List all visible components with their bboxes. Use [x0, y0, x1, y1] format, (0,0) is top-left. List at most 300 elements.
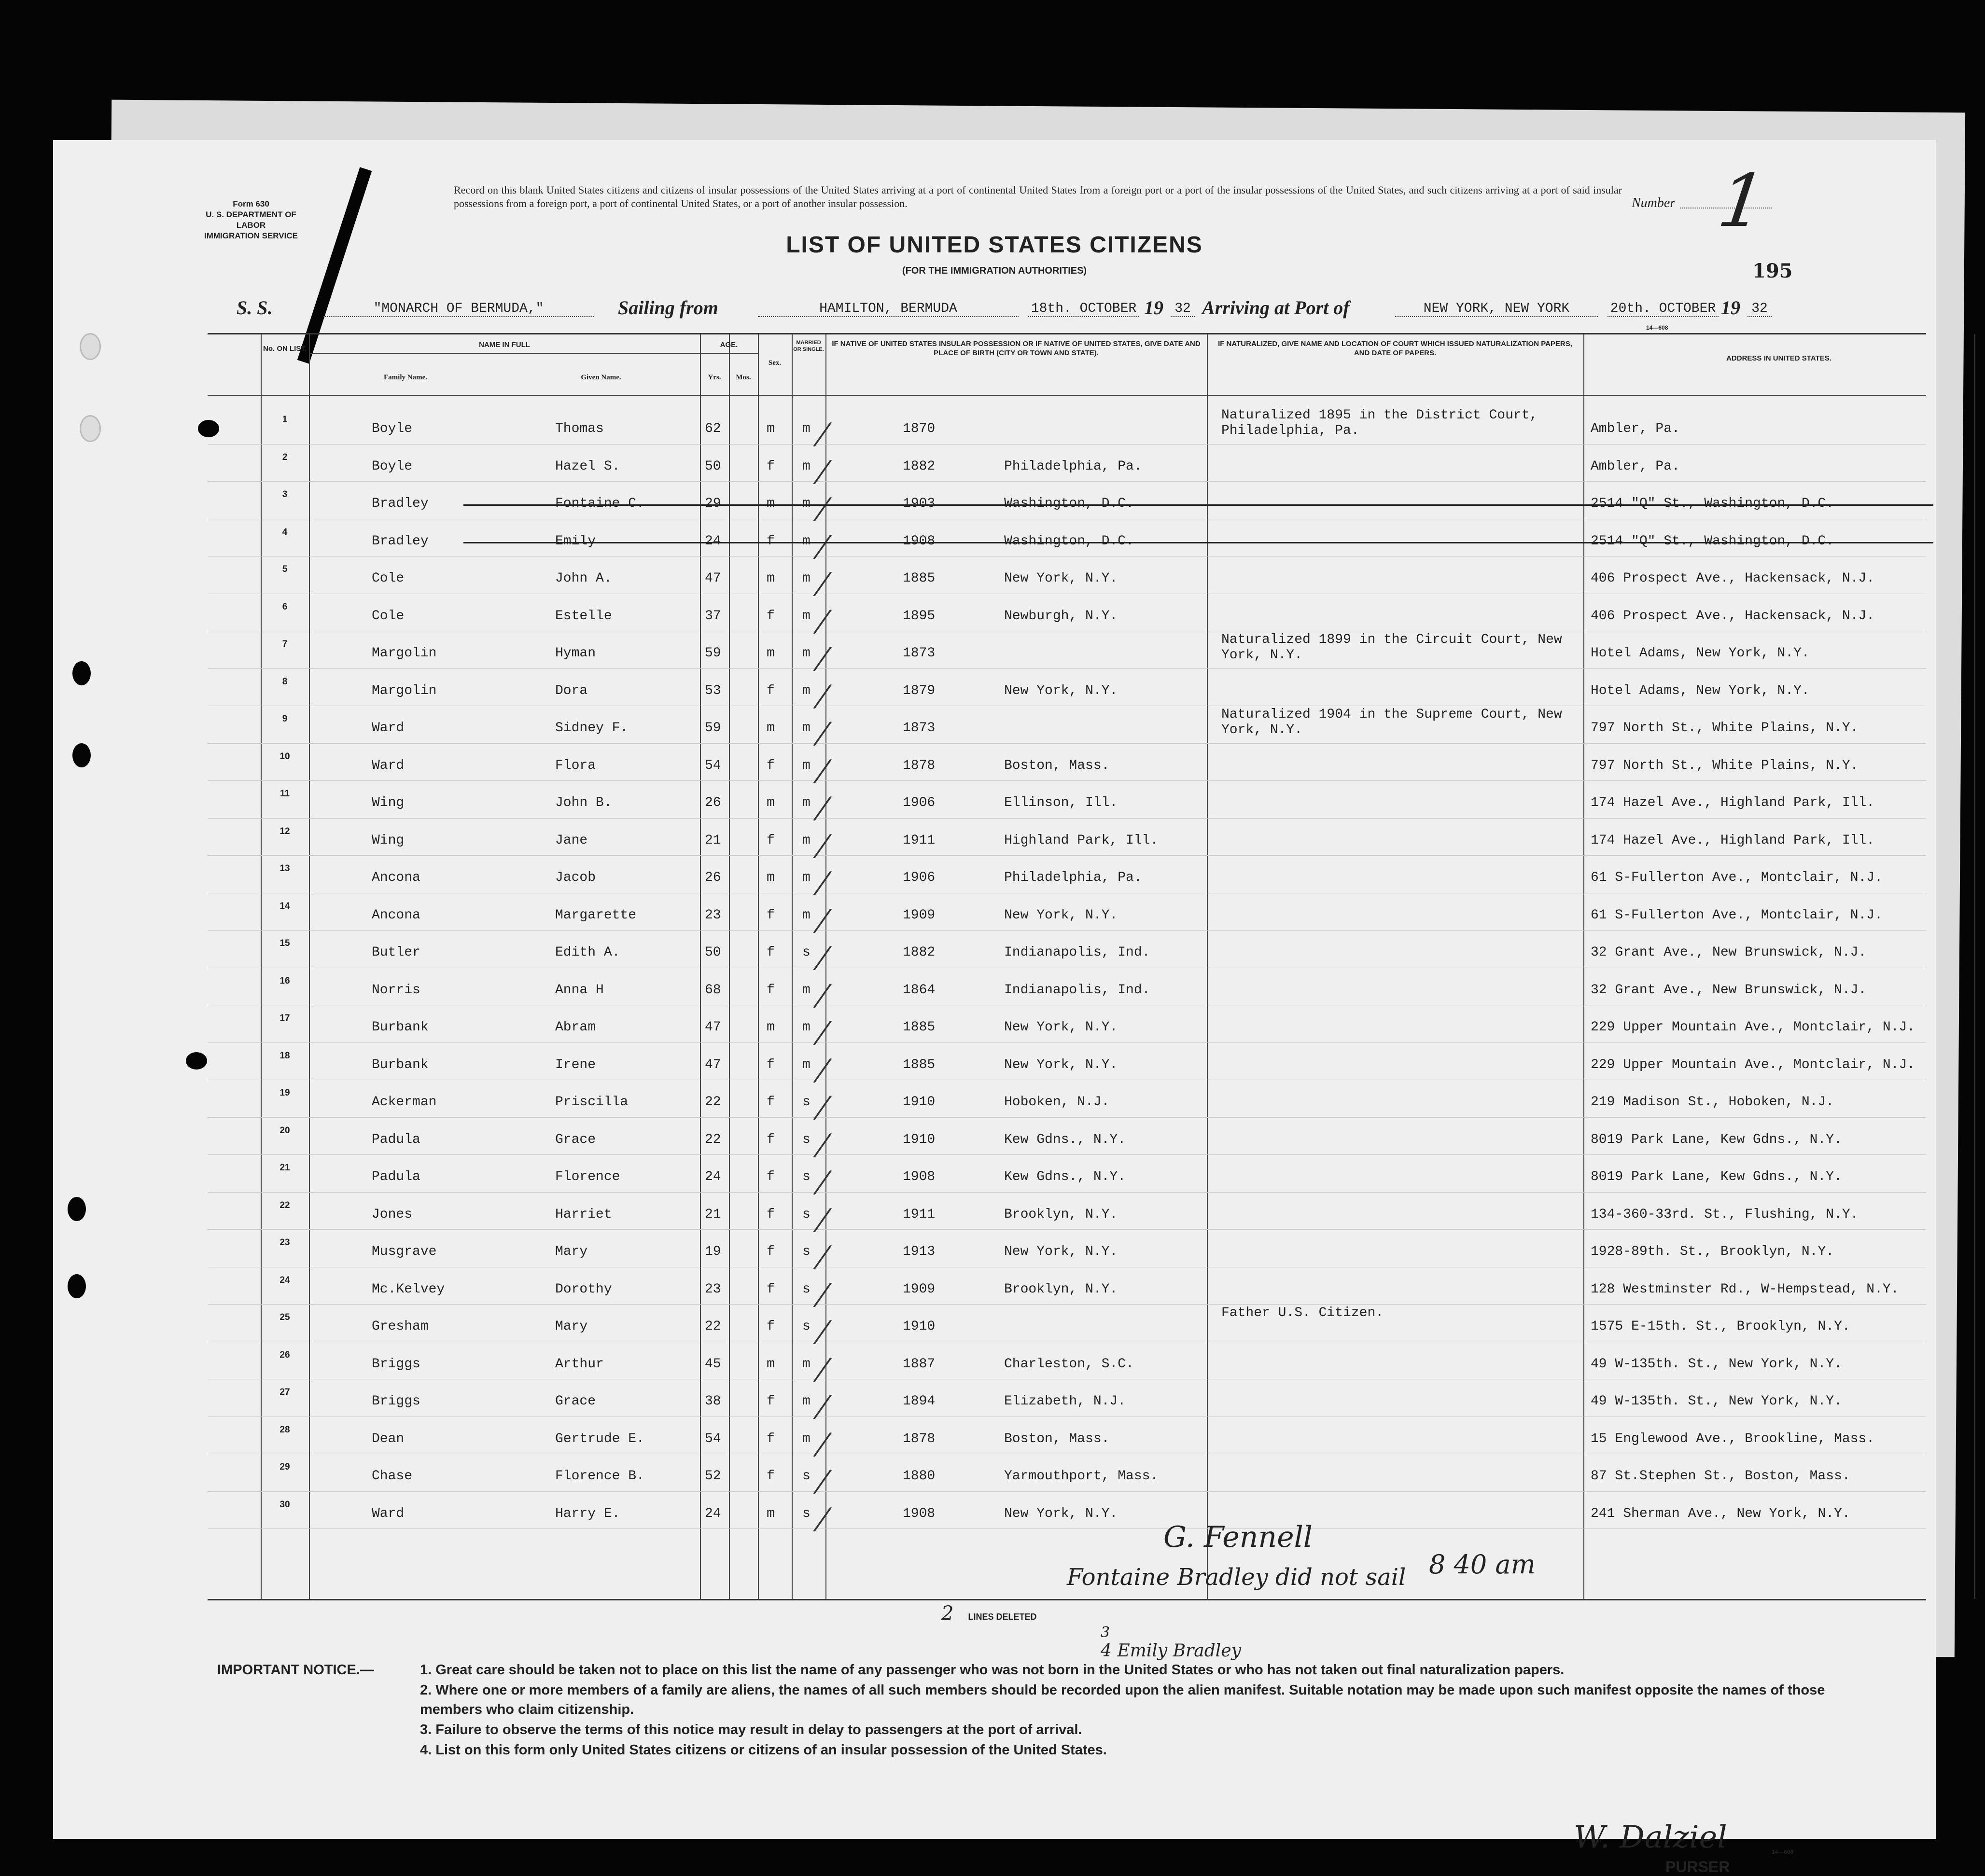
- cell-given: Irene: [555, 1057, 596, 1072]
- cell-sex: f: [767, 1319, 775, 1334]
- table-row: [208, 1379, 1926, 1421]
- row-number: 4: [282, 527, 288, 537]
- cell-birth-place: Highland Park, Ill.: [1004, 833, 1159, 848]
- check-mark: ╱: [814, 607, 831, 636]
- row-number: 7: [282, 639, 288, 649]
- cell-birth-year: 1895: [903, 608, 936, 624]
- cell-family: Burbank: [372, 1020, 429, 1035]
- sailing-label: Sailing from: [618, 297, 718, 319]
- cell-naturalized: Naturalized 1895 in the District Court, Philadelphia, Pa.: [1221, 408, 1538, 438]
- cell-family: Wing: [372, 795, 405, 810]
- check-mark: ╱: [814, 1243, 831, 1271]
- cell-address: 49 W-135th. St., New York, N.Y.: [1591, 1356, 1842, 1372]
- inspector-signature: G. Fennell: [1163, 1520, 1313, 1554]
- cell-address: 797 North St., White Plains, N.Y.: [1591, 758, 1859, 773]
- row-number: 3: [282, 489, 288, 500]
- cell-address: 219 Madison St., Hoboken, N.J.: [1591, 1095, 1834, 1110]
- table-row: [208, 706, 1926, 748]
- cell-birth-place: Hoboken, N.J.: [1004, 1095, 1110, 1110]
- row-number: 22: [280, 1200, 290, 1210]
- punch-hole: [72, 743, 91, 767]
- cell-marital: s: [802, 1207, 811, 1222]
- row-number: 10: [280, 751, 290, 762]
- cell-birth-place: Washington, D.C.: [1004, 496, 1134, 511]
- cell-birth-place: Washington, D.C.: [1004, 533, 1134, 549]
- cell-family: Jones: [372, 1207, 413, 1222]
- cell-birth-year: 1909: [903, 907, 936, 923]
- passenger-rows: [208, 407, 1926, 1533]
- check-mark: ╱: [814, 1056, 831, 1084]
- cell-marital: m: [802, 758, 811, 773]
- cell-age: 24: [705, 1169, 721, 1184]
- row-number: 18: [280, 1050, 290, 1061]
- cell-marital: m: [802, 721, 811, 736]
- cell-sex: f: [767, 1281, 775, 1297]
- cell-birth-year: 1910: [903, 1319, 936, 1334]
- record-instructions: Record on this blank United States citizens and citizens of insular possessions of the United States arriving at a port of continental United States from a foreign port or a port of the insular possessions of the United States, and such citizens arriving at a port of said insular possessions from a foreign port, a port of continental United States, or a port of another insular possession.: [454, 184, 1622, 209]
- cell-sex: f: [767, 1132, 775, 1147]
- row-number: 28: [280, 1424, 290, 1435]
- cell-sex: m: [767, 870, 775, 885]
- table-row: [208, 819, 1926, 860]
- cell-sex: m: [767, 1356, 775, 1372]
- cell-age: 47: [705, 1020, 721, 1035]
- cell-given: Hyman: [555, 646, 596, 661]
- cell-family: Margolin: [372, 683, 437, 698]
- row-number: 19: [280, 1088, 290, 1098]
- cell-family: Butler: [372, 945, 420, 960]
- cell-marital: m: [802, 533, 811, 549]
- cell-address: 229 Upper Mountain Ave., Montclair, N.J.: [1591, 1057, 1915, 1072]
- cell-age: 53: [705, 683, 721, 698]
- cell-naturalized: Naturalized 1899 in the Circuit Court, New York, N.Y.: [1221, 632, 1562, 663]
- cell-birth-place: Kew Gdns., N.Y.: [1004, 1132, 1126, 1147]
- cell-age: 52: [705, 1469, 721, 1484]
- arriving-label: Arriving at Port of: [1202, 297, 1350, 319]
- cell-birth-place: Philadelphia, Pa.: [1004, 870, 1142, 885]
- deleted-line-3: 3: [1101, 1624, 1110, 1641]
- col-married-single: MARRIED OR SINGLE.: [793, 340, 824, 352]
- notice-lead: IMPORTANT NOTICE.—: [217, 1662, 374, 1678]
- arrival-date: 20th. OCTOBER: [1608, 301, 1719, 317]
- row-number: 27: [280, 1387, 290, 1397]
- table-row: [208, 556, 1926, 598]
- table-row: [208, 1267, 1926, 1309]
- cell-birth-year: 1908: [903, 1506, 936, 1521]
- table-row: [208, 519, 1926, 561]
- notice-item-3: 3. Failure to observe the terms of this notice may result in delay to passengers at the port of arrival.: [420, 1722, 1082, 1737]
- row-number: 1: [282, 415, 288, 425]
- sailing-port: HAMILTON, BERMUDA: [758, 301, 1019, 317]
- cell-birth-year: 1879: [903, 683, 936, 698]
- check-mark: ╱: [814, 1468, 831, 1496]
- cell-age: 59: [705, 646, 721, 661]
- cell-given: Margarette: [555, 907, 637, 923]
- cell-sex: f: [767, 833, 775, 848]
- cell-address: 134-360-33rd. St., Flushing, N.Y.: [1591, 1207, 1859, 1222]
- cell-sex: f: [767, 1431, 775, 1446]
- cell-address: Hotel Adams, New York, N.Y.: [1591, 646, 1810, 661]
- cell-marital: s: [802, 1095, 811, 1110]
- cell-birth-year: 1873: [903, 646, 936, 661]
- table-row: [208, 1454, 1926, 1496]
- check-mark: ╱: [814, 1505, 831, 1533]
- check-mark: ╱: [814, 1019, 831, 1047]
- check-mark: ╱: [814, 1280, 831, 1309]
- check-mark: ╱: [814, 1168, 831, 1196]
- cell-given: Sidney F.: [555, 721, 629, 736]
- cell-sex: f: [767, 1057, 775, 1072]
- cell-marital: m: [802, 1356, 811, 1372]
- table-row: [208, 1492, 1926, 1533]
- arrival-year-prefix: 19: [1721, 297, 1740, 319]
- cell-birth-year: 1909: [903, 1281, 936, 1297]
- cell-address: Hotel Adams, New York, N.Y.: [1591, 683, 1810, 698]
- cell-address: 2514 "Q" St., Washington, D.C.: [1591, 533, 1834, 549]
- row-number: 12: [280, 826, 290, 836]
- service: IMMIGRATION SERVICE: [204, 231, 298, 240]
- cell-given: Estelle: [555, 608, 612, 624]
- cell-birth-year: 1911: [903, 1207, 936, 1222]
- cell-age: 50: [705, 945, 721, 960]
- cell-given: Abram: [555, 1020, 596, 1035]
- cell-family: Mc.Kelvey: [372, 1281, 445, 1297]
- cell-birth-year: 1880: [903, 1469, 936, 1484]
- cell-family: Bradley: [372, 496, 429, 511]
- cell-marital: m: [802, 608, 811, 624]
- cell-birth-year: 1903: [903, 496, 936, 511]
- deleted-line-4: 4 Emily Bradley: [1101, 1641, 1241, 1661]
- cell-given: Jacob: [555, 870, 596, 885]
- notice-item-1: 1. Great care should be taken not to place on this list the name of any passenger who was not born in the United States or who has not taken out final naturalization papers.: [420, 1662, 1565, 1678]
- cell-birth-place: Boston, Mass.: [1004, 758, 1110, 773]
- table-row: [208, 1155, 1926, 1196]
- lines-deleted: [941, 1602, 1036, 1625]
- row-number: 5: [282, 564, 288, 574]
- cell-address: 241 Sherman Ave., New York, N.Y.: [1591, 1506, 1850, 1521]
- cell-birth-year: 1906: [903, 795, 936, 810]
- cell-birth-year: 1906: [903, 870, 936, 885]
- cell-family: Boyle: [372, 421, 413, 436]
- form-code: 14—608: [1646, 324, 1668, 331]
- page-title: LIST OF UNITED STATES CITIZENS: [786, 232, 1203, 258]
- punch-hole: [186, 1052, 207, 1070]
- cell-given: Dora: [555, 683, 588, 698]
- cell-family: Dean: [372, 1431, 405, 1446]
- cell-age: 68: [705, 982, 721, 998]
- cell-birth-year: 1873: [903, 721, 936, 736]
- cell-address: 1928-89th. St., Brooklyn, N.Y.: [1591, 1244, 1834, 1259]
- ss-label: S. S.: [237, 297, 273, 319]
- cell-naturalized: Naturalized 1904 in the Supreme Court, New York, N.Y.: [1221, 707, 1562, 737]
- row-number: 13: [280, 863, 290, 874]
- check-mark: ╱: [814, 1393, 831, 1421]
- table-row: [208, 407, 1926, 448]
- cell-marital: s: [802, 1244, 811, 1259]
- cell-marital: s: [802, 1319, 811, 1334]
- cell-marital: m: [802, 1020, 811, 1035]
- cell-marital: s: [802, 1506, 811, 1521]
- check-mark: ╱: [814, 495, 831, 523]
- cell-birth-year: 1894: [903, 1394, 936, 1409]
- cell-age: 54: [705, 758, 721, 773]
- cell-given: Gertrude E.: [555, 1431, 644, 1446]
- row-number: 21: [280, 1163, 290, 1173]
- cell-family: Padula: [372, 1169, 420, 1184]
- table-row: [208, 1043, 1926, 1084]
- table-row: [208, 631, 1926, 673]
- notice-item-4: 4. List on this form only United States citizens or citizens of an insular possession of the United States.: [420, 1742, 1107, 1758]
- col-age: AGE.: [720, 341, 738, 349]
- cell-given: Grace: [555, 1394, 596, 1409]
- cell-marital: s: [802, 1169, 811, 1184]
- cell-age: 19: [705, 1244, 721, 1259]
- cell-marital: m: [802, 833, 811, 848]
- cell-family: Padula: [372, 1132, 420, 1147]
- cell-given: Mary: [555, 1244, 588, 1259]
- row-number: 11: [280, 789, 290, 799]
- cell-marital: m: [802, 795, 811, 810]
- cell-marital: m: [802, 683, 811, 698]
- purser-signature: W. Dalziel: [1574, 1820, 1727, 1855]
- check-mark: ╱: [814, 532, 831, 561]
- cell-address: 174 Hazel Ave., Highland Park, Ill.: [1591, 795, 1875, 810]
- cell-age: 21: [705, 1207, 721, 1222]
- cell-birth-year: 1910: [903, 1095, 936, 1110]
- cell-sex: m: [767, 721, 775, 736]
- cell-address: 174 Hazel Ave., Highland Park, Ill.: [1591, 833, 1875, 848]
- cell-birth-year: 1887: [903, 1356, 936, 1372]
- cell-sex: m: [767, 795, 775, 810]
- row-number: 14: [280, 901, 290, 911]
- cell-address: 229 Upper Mountain Ave., Montclair, N.J.: [1591, 1020, 1915, 1035]
- cell-family: Gresham: [372, 1319, 429, 1334]
- cell-given: Jane: [555, 833, 588, 848]
- cell-given: Edith A.: [555, 945, 620, 960]
- table-row: [208, 856, 1926, 897]
- cell-family: Burbank: [372, 1057, 429, 1072]
- col-no: No. ON LIST.: [263, 345, 307, 353]
- table-row: [208, 931, 1926, 972]
- cell-age: 23: [705, 1281, 721, 1297]
- cell-birth-place: New York, N.Y.: [1004, 1020, 1118, 1035]
- cell-birth-year: 1878: [903, 758, 936, 773]
- punch-hole: [68, 1197, 86, 1221]
- cell-birth-year: 1882: [903, 459, 936, 474]
- cell-birth-year: 1885: [903, 1057, 936, 1072]
- col-family-name: Family Name.: [384, 374, 427, 381]
- row-number: 17: [280, 1013, 290, 1023]
- col-name-in-full: NAME IN FULL: [479, 341, 530, 349]
- check-mark: ╱: [814, 944, 831, 972]
- cell-birth-year: 1908: [903, 533, 936, 549]
- cell-birth-place: Elizabeth, N.J.: [1004, 1394, 1126, 1409]
- ship-name: "MONARCH OF BERMUDA,": [323, 301, 594, 317]
- row-number: 2: [282, 452, 288, 462]
- check-mark: ╱: [814, 981, 831, 1010]
- cell-marital: m: [802, 496, 811, 511]
- col-mos: Mos.: [736, 374, 751, 381]
- cell-marital: m: [802, 870, 811, 885]
- cell-family: Ward: [372, 758, 405, 773]
- cell-age: 54: [705, 1431, 721, 1446]
- table-row: [208, 1230, 1926, 1271]
- cell-sex: m: [767, 421, 775, 436]
- table-row: [208, 669, 1926, 710]
- cell-birth-place: New York, N.Y.: [1004, 1244, 1118, 1259]
- cell-given: Thomas: [555, 421, 604, 436]
- cell-birth-year: 1911: [903, 833, 936, 848]
- check-mark: ╱: [814, 794, 831, 822]
- sailing-year-prefix: 19: [1144, 297, 1163, 319]
- check-mark: ╱: [814, 1430, 831, 1459]
- cell-marital: s: [802, 945, 811, 960]
- cell-family: Bradley: [372, 533, 429, 549]
- cell-birth-place: New York, N.Y.: [1004, 571, 1118, 586]
- cell-address: 406 Prospect Ave., Hackensack, N.J.: [1591, 571, 1875, 586]
- cell-given: Anna H: [555, 982, 604, 998]
- col-address: ADDRESS IN UNITED STATES.: [1726, 354, 1831, 362]
- check-mark: ╱: [814, 1318, 831, 1346]
- table-row: [208, 781, 1926, 822]
- cell-family: Cole: [372, 608, 405, 624]
- cell-family: Ward: [372, 1506, 405, 1521]
- cell-birth-place: Brooklyn, N.Y.: [1004, 1207, 1118, 1222]
- cell-age: 38: [705, 1394, 721, 1409]
- cell-address: Ambler, Pa.: [1591, 421, 1680, 436]
- lines-deleted-label: LINES DELETED: [968, 1612, 1037, 1622]
- sailing-date: 18th. OCTOBER: [1028, 301, 1139, 317]
- lines-deleted-count: 2: [941, 1602, 954, 1625]
- cell-given: Priscilla: [555, 1095, 629, 1110]
- cell-sex: f: [767, 907, 775, 923]
- cell-address: 797 North St., White Plains, N.Y.: [1591, 721, 1859, 736]
- form-code-footer: 14—608: [1772, 1848, 1794, 1855]
- cell-given: Hazel S.: [555, 459, 620, 474]
- purser-block: [1574, 1820, 1730, 1876]
- table-row: [208, 1342, 1926, 1384]
- cell-address: 87 St.Stephen St., Boston, Mass.: [1591, 1469, 1850, 1484]
- cell-age: 47: [705, 1057, 721, 1072]
- check-mark: ╱: [814, 570, 831, 598]
- cell-birth-year: 1882: [903, 945, 936, 960]
- row-number: 24: [280, 1275, 290, 1285]
- cell-birth-place: Indianapolis, Ind.: [1004, 982, 1150, 998]
- cell-age: 24: [705, 533, 721, 549]
- cell-birth-year: 1885: [903, 571, 936, 586]
- cell-address: 49 W-135th. St., New York, N.Y.: [1591, 1394, 1842, 1409]
- table-row: [208, 1118, 1926, 1159]
- cell-given: John A.: [555, 571, 612, 586]
- table-row: [208, 1417, 1926, 1459]
- cell-birth-place: Boston, Mass.: [1004, 1431, 1110, 1446]
- cell-family: Ancona: [372, 907, 420, 923]
- col-given-name: Given Name.: [581, 374, 621, 381]
- cell-address: 8019 Park Lane, Kew Gdns., N.Y.: [1591, 1132, 1842, 1147]
- check-mark: ╱: [814, 906, 831, 935]
- cell-birth-year: 1870: [903, 421, 936, 436]
- cell-sex: f: [767, 533, 775, 549]
- cell-birth-place: New York, N.Y.: [1004, 1506, 1118, 1521]
- cell-birth-place: Yarmouthport, Mass.: [1004, 1469, 1159, 1484]
- cell-birth-year: 1910: [903, 1132, 936, 1147]
- row-number: 15: [280, 938, 290, 948]
- cell-birth-place: Newburgh, N.Y.: [1004, 608, 1118, 624]
- cell-address: Ambler, Pa.: [1591, 459, 1680, 474]
- cell-birth-place: New York, N.Y.: [1004, 683, 1118, 698]
- cell-age: 26: [705, 870, 721, 885]
- did-not-sail-note: Fontaine Bradley did not sail: [1067, 1564, 1406, 1591]
- table-row: [208, 744, 1926, 785]
- cell-address: 128 Westminster Rd., W-Hempstead, N.Y.: [1591, 1281, 1899, 1297]
- cell-marital: m: [802, 982, 811, 998]
- cell-given: Grace: [555, 1132, 596, 1147]
- cell-birth-year: 1908: [903, 1169, 936, 1184]
- cell-age: 24: [705, 1506, 721, 1521]
- check-mark: ╱: [814, 1131, 831, 1159]
- cell-family: Wing: [372, 833, 405, 848]
- cell-marital: m: [802, 1431, 811, 1446]
- cell-address: 61 S-Fullerton Ave., Montclair, N.J.: [1591, 907, 1883, 923]
- cell-birth-place: New York, N.Y.: [1004, 1057, 1118, 1072]
- table-row: [208, 893, 1926, 935]
- cell-address: 2514 "Q" St., Washington, D.C.: [1591, 496, 1834, 511]
- manifest-page: [53, 140, 1936, 1876]
- cell-sex: m: [767, 571, 775, 586]
- cell-age: 23: [705, 907, 721, 923]
- cell-marital: m: [802, 907, 811, 923]
- check-mark: ╱: [814, 757, 831, 785]
- cell-given: Arthur: [555, 1356, 604, 1372]
- strike-through: [463, 504, 1933, 506]
- cell-family: Boyle: [372, 459, 413, 474]
- row-number: 23: [280, 1237, 290, 1248]
- cell-address: 61 S-Fullerton Ave., Montclair, N.J.: [1591, 870, 1883, 885]
- cell-age: 22: [705, 1095, 721, 1110]
- row-number: 25: [280, 1312, 290, 1322]
- table-row: [208, 1305, 1926, 1346]
- cell-sex: m: [767, 1020, 775, 1035]
- cell-age: 50: [705, 459, 721, 474]
- cell-address: 8019 Park Lane, Kew Gdns., N.Y.: [1591, 1169, 1842, 1184]
- check-mark: ╱: [814, 720, 831, 748]
- cell-sex: f: [767, 758, 775, 773]
- punch-hole: [80, 333, 101, 360]
- cell-family: Ancona: [372, 870, 420, 885]
- cell-given: Fontaine C.: [555, 496, 644, 511]
- cell-family: Briggs: [372, 1356, 420, 1372]
- cell-marital: s: [802, 1132, 811, 1147]
- row-number: 16: [280, 975, 290, 986]
- cell-age: 21: [705, 833, 721, 848]
- col-naturalized: IF NATURALIZED, GIVE NAME AND LOCATION OF COURT WHICH ISSUED NATURALIZATION PAPERS, AND DATE OF PAPERS.: [1218, 340, 1572, 357]
- cell-sex: m: [767, 1506, 775, 1521]
- check-mark: ╱: [814, 1355, 831, 1384]
- cell-sex: f: [767, 1095, 775, 1110]
- cell-address: 32 Grant Ave., New Brunswick, N.J.: [1591, 982, 1867, 998]
- cell-marital: m: [802, 571, 811, 586]
- cell-family: Ackerman: [372, 1095, 437, 1110]
- punch-hole: [68, 1274, 86, 1298]
- cell-birth-year: 1885: [903, 1020, 936, 1035]
- cell-given: Harriet: [555, 1207, 612, 1222]
- department: U. S. DEPARTMENT OF LABOR: [206, 210, 296, 230]
- cell-birth-place: Kew Gdns., N.Y.: [1004, 1169, 1126, 1184]
- cell-address: 1575 E-15th. St., Brooklyn, N.Y.: [1591, 1319, 1850, 1334]
- table-row: [208, 445, 1926, 486]
- deleted-lines-detail: [1101, 1624, 1241, 1661]
- time-note: 8 40 am: [1429, 1549, 1536, 1580]
